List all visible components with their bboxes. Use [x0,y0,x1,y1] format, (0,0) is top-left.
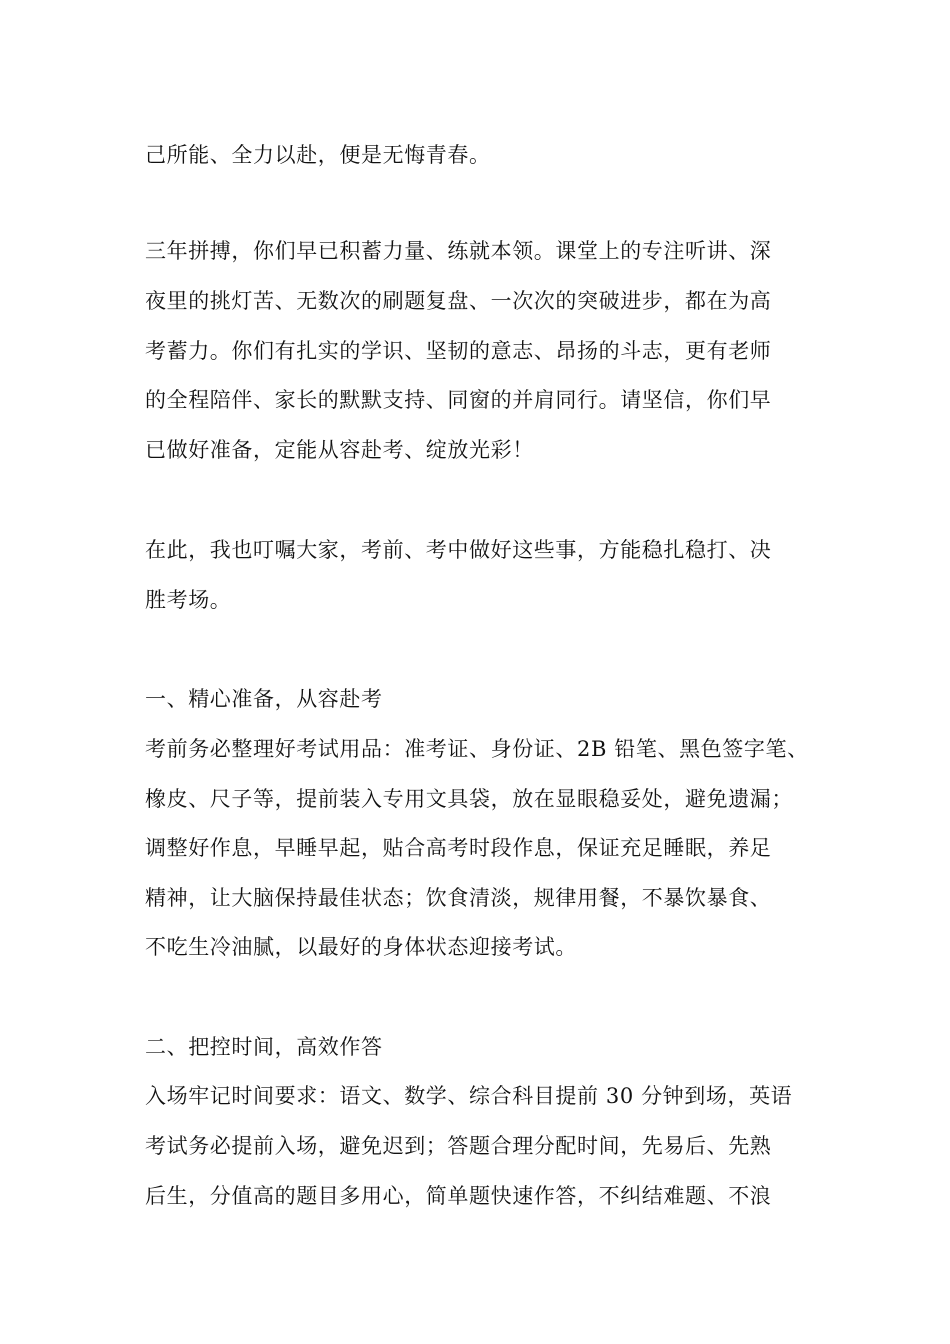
text-line: 考蓄力。你们有扎实的学识、坚韧的意志、昂扬的斗志，更有老师 [145,339,772,363]
text-line: 的全程陪伴、家长的默默支持、同窗的并肩同行。请坚信，你们早 [145,388,772,412]
text-line: 在此，我也叮嘱大家，考前、考中做好这些事，方能稳扎稳打、决 [145,538,772,562]
text-line: 己所能、全力以赴，便是无悔青春。 [145,143,491,167]
text-line: 橡皮、尺子等，提前装入专用文具袋，放在显眼稳妥处，避免遗漏； [145,787,793,811]
text-line: 精神，让大脑保持最佳状态；饮食清淡，规律用餐，不暴饮暴食、 [145,886,772,910]
text-line: 不吃生冷油腻，以最好的身体状态迎接考试。 [145,935,577,959]
text-line: 已做好准备，定能从容赴考、绽放光彩！ [145,438,534,462]
text-line: 考前务必整理好考试用品：准考证、身份证、2B 铅笔、黑色签字笔、 [145,737,809,761]
text-line: 胜考场。 [145,588,232,612]
section-heading: 二、把控时间，高效作答 [145,1035,383,1059]
text-line: 后生，分值高的题目多用心，简单题快速作答，不纠结难题、不浪 [145,1184,772,1208]
text-line: 夜里的挑灯苦、无数次的刷题复盘、一次次的突破进步，都在为高 [145,289,772,313]
text-line: 入场牢记时间要求：语文、数学、综合科目提前 30 分钟到场，英语 [145,1084,793,1108]
section-heading: 一、精心准备，从容赴考 [145,687,383,711]
text-line: 调整好作息，早睡早起，贴合高考时段作息，保证充足睡眠，养足 [145,836,772,860]
text-line: 考试务必提前入场，避免迟到；答题合理分配时间，先易后、先熟 [145,1134,772,1158]
text-line: 三年拼搏，你们早已积蓄力量、练就本领。课堂上的专注听讲、深 [145,239,772,263]
